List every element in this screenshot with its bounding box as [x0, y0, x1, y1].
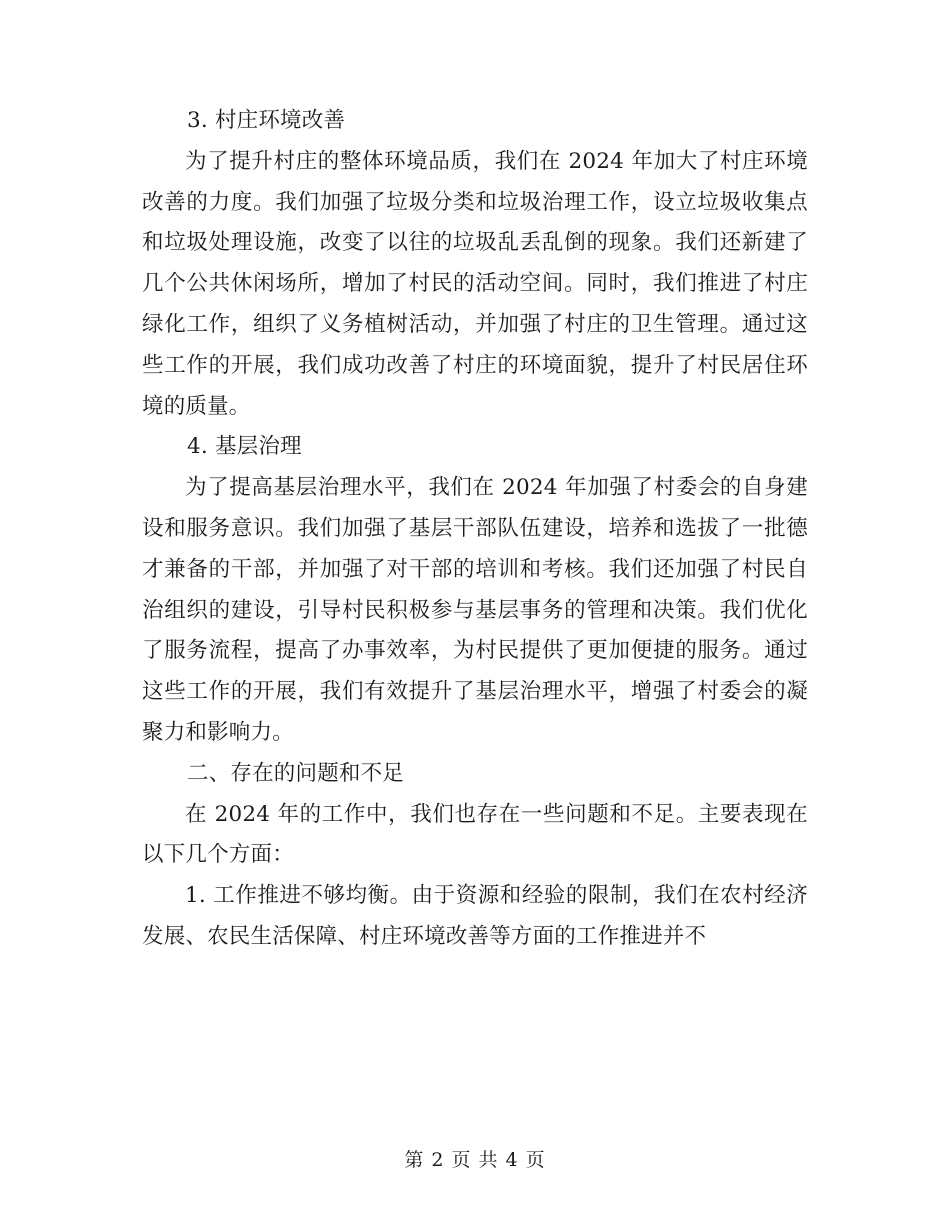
paragraph-problems-intro: 在 2024 年的工作中，我们也存在一些问题和不足。主要表现在以下几个方面：	[142, 801, 808, 868]
page-number-footer: 第 2 页 共 4 页	[404, 1149, 546, 1171]
paragraph-grassroots-governance: 为了提高基层治理水平，我们在 2024 年加强了村委会的自身建设和服务意识。我们加强了基层干部队伍建设，培养和选拔了一批德才兼备的干部，并加强了对干部的培训和考核。我们还加强了村民自治组织的建设，引导村民积极参与基层事务的管理和决策。我们优化了服务流程，提高了办事效率，为村民提供了更加便捷的服务。通过这些工作的开展，我们有效提升了基层治理水平，增强了村委会的凝聚力和影响力。	[142, 475, 808, 745]
document-body	[142, 101, 808, 958]
paragraph-village-environment: 为了提升村庄的整体环境品质，我们在 2024 年加大了村庄环境改善的力度。我们加强了垃圾分类和垃圾治理工作，设立垃圾收集点和垃圾处理设施，改变了以往的垃圾乱丢乱倒的现象。我们还新建了几个公共休闲场所，增加了村民的活动空间。同时，我们推进了村庄绿化工作，组织了义务植树活动，并加强了村庄的卫生管理。通过这些工作的开展，我们成功改善了村庄的环境面貌，提升了村民居住环境的质量。	[142, 148, 808, 419]
section-heading-problems: 二、存在的问题和不足	[187, 760, 405, 786]
section-heading-village-environment: 3. 村庄环境改善	[187, 108, 346, 133]
section-heading-grassroots-governance: 4. 基层治理	[187, 434, 302, 460]
paragraph-problem-1: 1. 工作推进不够均衡。由于资源和经验的限制，我们在农村经济发展、农民生活保障、村庄环境改善等方面的工作推进并不	[142, 883, 808, 949]
